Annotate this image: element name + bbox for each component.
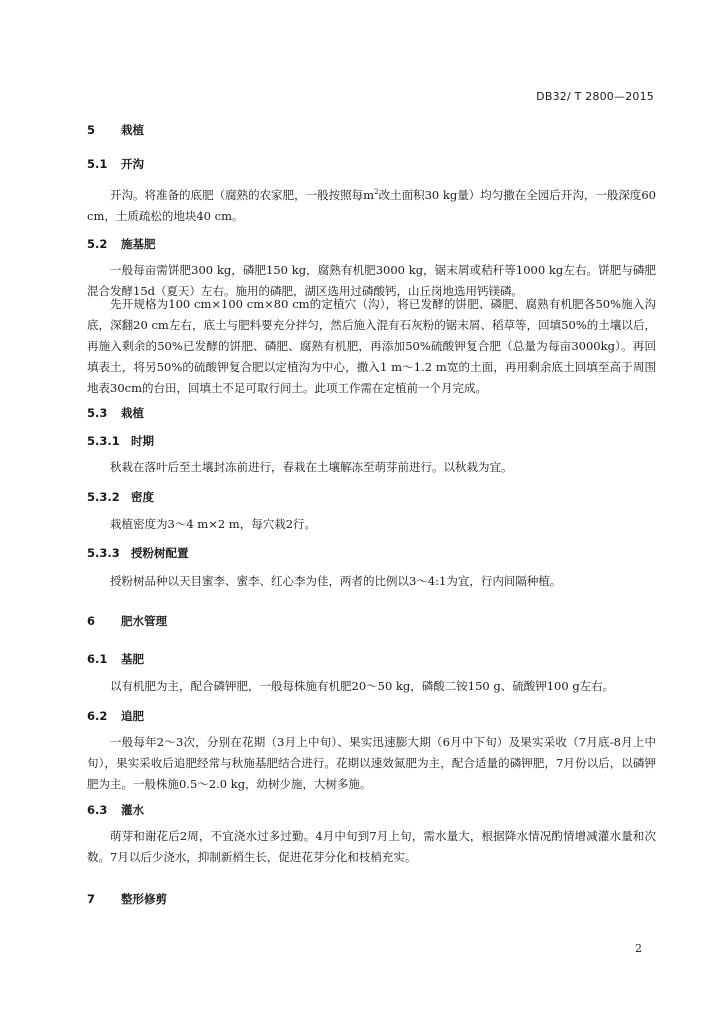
- text-run: 改土面积30 kg量）均匀撒在全园后开沟，一般深度60 cm，土质疏松的地块40 cm。: [87, 187, 657, 223]
- heading-5-3: [87, 405, 656, 421]
- text-run: 开沟。将准备的底肥（腐熟的农家肥，一般按照每m: [110, 187, 375, 202]
- paragraph-5-3-3: [87, 571, 656, 592]
- section-number: 6.2: [87, 709, 108, 723]
- heading-6-1: [87, 651, 656, 667]
- standard-code: DB32/ T 2800—2015: [536, 90, 654, 103]
- paragraph-text: 先开规格为100 cm×100 cm×80 cm的定植穴（沟），将已发酵的饼肥、磷肥、腐熟有机肥各50%施入沟底，深翻20 cm左右，底土与肥料要充分拌匀，然后施入混有石灰粉的锯末屑、稻草等，回填50%的土壤以后，再施入剩余的50%已发酵的饼肥、磷肥、腐熟有机肥，再添加50%硫酸钾复合肥（总量为每亩3000kg）。再回填表土，将另50%的硫酸钾复合肥以定植沟为中心，撒入1 m～1.2 m宽的土面，再用剩余底土回填至高于周围地表30cm的台田，回填土不足可取行间土。此项工作需在定植前一个月完成。: [87, 297, 656, 395]
- heading-5-3-1: [87, 433, 656, 449]
- section-number: 6: [87, 614, 96, 628]
- paragraph-text: 秋栽在落叶后至土壤封冻前进行，春栽在土壤解冻至萌芽前进行。以秋栽为宜。: [110, 460, 513, 474]
- section-title: 整形修剪: [121, 892, 167, 906]
- section-number: 5.3.2: [87, 490, 120, 504]
- section-title: 肥水管理: [121, 614, 167, 628]
- section-title: 施基肥: [121, 237, 156, 251]
- heading-5-2: [87, 236, 656, 252]
- section-title: 灌水: [121, 803, 144, 817]
- section-number: 7: [87, 892, 96, 906]
- section-title: 栽植: [121, 406, 144, 420]
- paragraph-text: 授粉树品种以天目蜜李、蜜李、红心李为佳，两者的比例以3～4:1为宜，行内间隔种植。: [110, 574, 562, 588]
- section-title: 授粉树配置: [131, 546, 189, 560]
- paragraph-5-3-2: [87, 514, 656, 535]
- heading-5-1: [87, 156, 656, 172]
- heading-7: [87, 891, 656, 907]
- page-number: 2: [635, 942, 642, 955]
- paragraph-text: 以有机肥为主，配合磷钾肥，一般每株施有机肥20～50 kg，磷酸二铵150 g、硫酸钾100 g左右。: [110, 679, 615, 693]
- section-number: 5.1: [87, 157, 108, 171]
- section-number: 5.2: [87, 237, 108, 251]
- section-number: 5.3.1: [87, 434, 120, 448]
- superscript: 2: [374, 188, 379, 196]
- heading-6-2: [87, 708, 656, 724]
- paragraph-6-3: [87, 826, 656, 868]
- section-number: 6.1: [87, 652, 108, 666]
- section-number: 5: [87, 123, 96, 137]
- section-title: 时期: [131, 434, 154, 448]
- paragraph-5-3-1: [87, 457, 656, 478]
- paragraph-5-2-b: [87, 294, 656, 399]
- paragraph-text: 栽植密度为3～4 m×2 m，每穴栽2行。: [110, 517, 317, 531]
- paragraph-text: 一般每亩需饼肥300 kg，磷肥150 kg，腐熟有机肥3000 kg，锯末屑或秸秆等1000 kg左右。饼肥与磷肥混合发酵15d（夏天）左右。施用的磷肥，湖区选用过磷酸钙，山丘岗地选用钙镁磷。: [87, 263, 656, 298]
- heading-5-3-2: [87, 489, 656, 505]
- section-number: 5.3.3: [87, 546, 120, 560]
- paragraph-text: 萌芽和谢花后2周，不宜浇水过多过勤。4月中旬到7月上旬，需水量大，根据降水情况酌情增减灌水量和次数。7月以后少浇水，抑制新梢生长，促进花芽分化和枝梢充实。: [87, 829, 656, 864]
- paragraph-text: 一般每年2～3次，分别在花期（3月上中旬）、果实迅速膨大期（6月中下旬）及果实采收（7月底-8月上中旬），果实采收后追肥经常与秋施基肥结合进行。花期以速效氮肥为主，配合适量的磷钾肥，7月份以后，以磷钾肥为主。一般株施0.5～2.0 kg，幼树少施，大树多施。: [87, 735, 656, 791]
- section-title: 密度: [131, 490, 154, 504]
- paragraph-6-2: [87, 732, 656, 795]
- section-title: 开沟: [121, 157, 144, 171]
- section-title: 栽植: [121, 123, 144, 137]
- section-number: 5.3: [87, 406, 108, 420]
- section-title: 基肥: [121, 652, 144, 666]
- heading-6-3: [87, 802, 656, 818]
- section-title: 追肥: [121, 709, 144, 723]
- paragraph-5-1: [87, 182, 656, 227]
- heading-5-3-3: [87, 545, 656, 561]
- paragraph-6-1: [87, 676, 656, 697]
- heading-6: [87, 613, 656, 629]
- section-number: 6.3: [87, 803, 108, 817]
- heading-5: [87, 122, 656, 138]
